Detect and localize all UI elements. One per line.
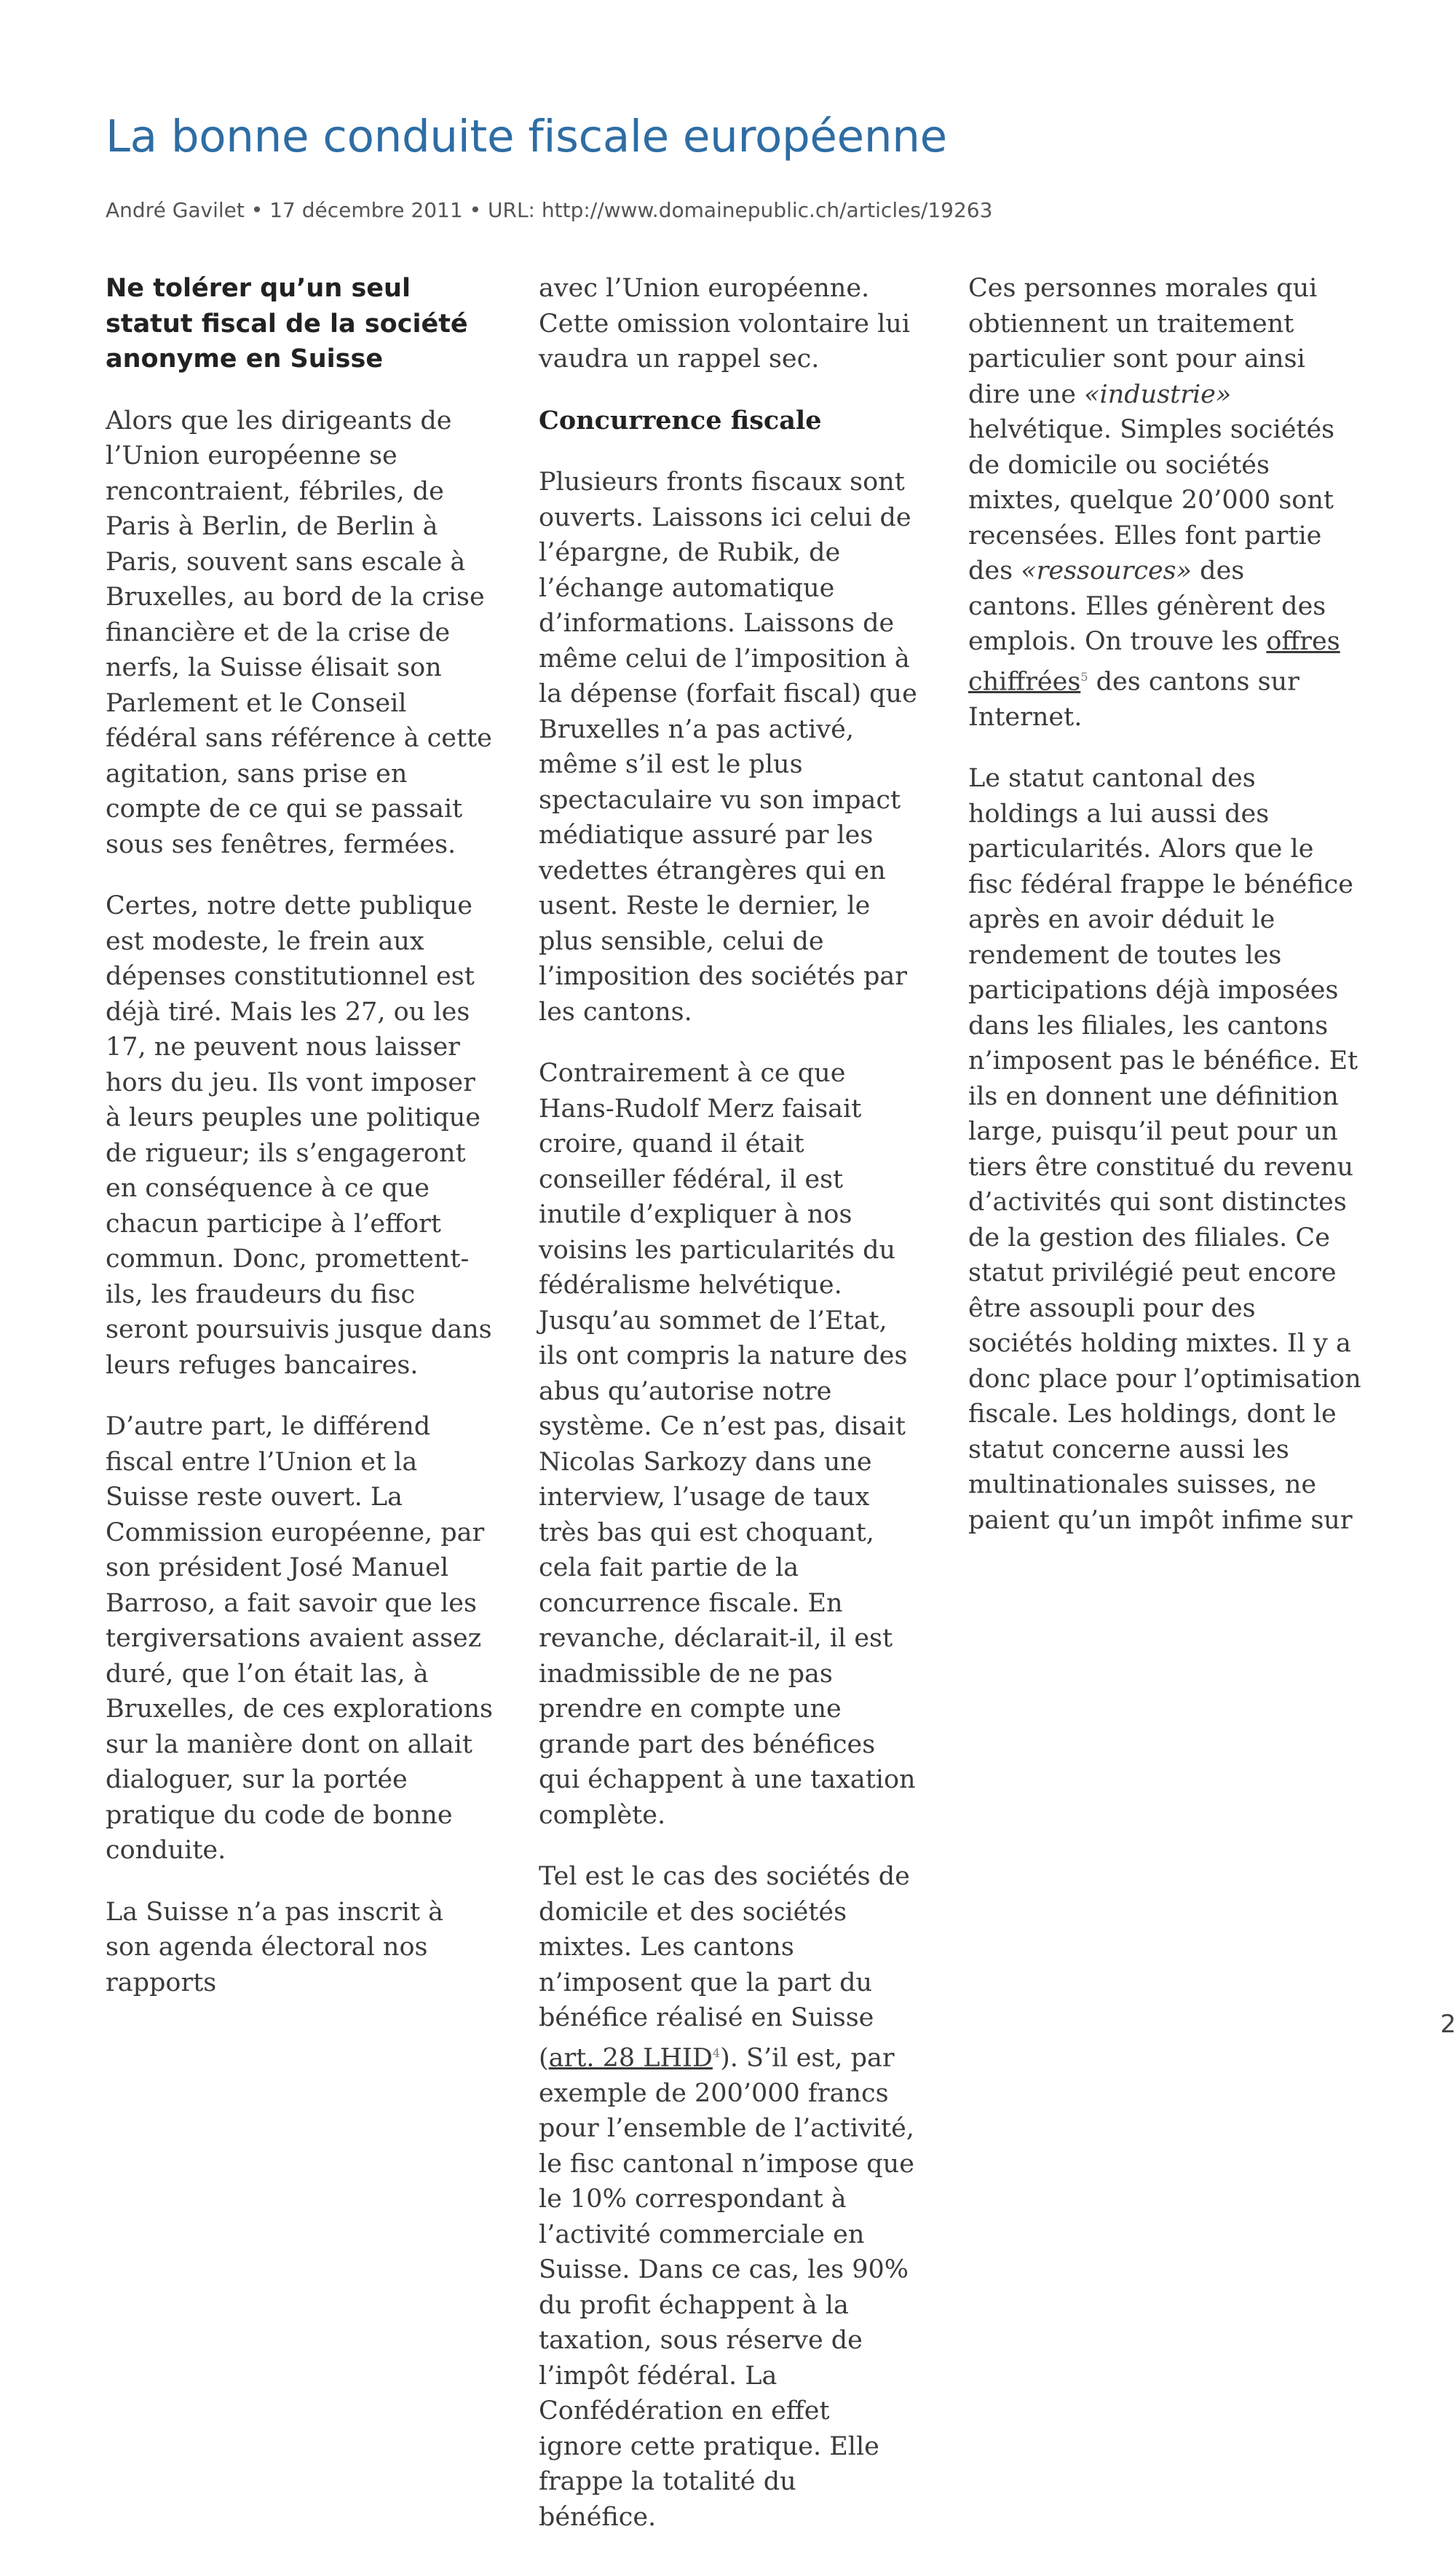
column-2 [539,271,921,2561]
paragraph-7-text: Tel est le cas des sociétés de domicile et des sociétés mixtes. Les cantons n’imposent que la part du bénéfice réalisé en Suisse ( [539,1862,910,2073]
paragraph-8-text: helvétique. Simples sociétés de domicile ou sociétés mixtes, quelque 20’000 sont recensées. Elles font partie des [968,415,1335,585]
emphasis-ressources: «ressources» [1021,556,1192,585]
column-1 [106,271,495,2027]
offres-chiffrees-link[interactable]: offres chiffrées [968,627,1340,697]
article-meta: André Gavilet • 17 décembre 2011 • URL: http://www.domainepublic.ch/articles/19263 [106,198,993,222]
paragraph-7-text-end: ). S’il est, par exemple de 200’000 francs pour l’ensemble de l’activité, le fisc cantonal n’impose que le 10% correspondant à l’activité commerciale en Suisse. Dans ce cas, les 90% du profit échappent à la taxation, sous réserve de l’impôt fédéral. La Confédération en effet ignore cette pratique. Elle frappe la totalité du bénéfice. [539,2043,914,2532]
paragraph-4: La Suisse n’a pas inscrit à son agenda électoral nos rapports [106,1897,444,1997]
section-heading: Concurrence fiscale [539,405,822,435]
paragraph-5: Plusieurs fronts fiscaux sont ouverts. Laissons ici celui de l’épargne, de Rubik, de l’échange automatique d’informations. Laissons de même celui de l’imposition à la dépense (forfait fiscal) que Bruxelles n’a pas activé, même s’il est le plus spectaculaire vu son impact médiatique assuré par les vedettes étrangères qui en usent. Reste le dernier, le plus sensible, celui de l’imposition des sociétés par les cantons. [539,467,917,1027]
lead-heading: Ne tolérer qu’un seul statut fiscal de la société anonyme en Suisse [106,274,468,374]
paragraph-9: Le statut cantonal des holdings a lui aussi des particularités. Alors que le fisc fédéral frappe le bénéfice après en avoir déduit le rendement de toutes les participations déjà imposées dans les filiales, les cantons n’imposent pas le bénéfice. Et ils en donnent une définition large, puisqu’il peut pour un tiers être constitué du revenu d’activités qui sont distinctes de la gestion des filiales. Ce statut privilégié peut encore être assoupli pour des sociétés holding mixtes. Il y a donc place pour l’optimisation fiscale. Les holdings, dont le statut concerne aussi les multinationales suisses, ne paient qu’un impôt infime sur [968,764,1361,1535]
column-3 [968,271,1361,1564]
paragraph-8-text: des cantons. Elles génèrent des emplois. On trouve les [968,556,1326,656]
paragraph-6: Contrairement à ce que Hans-Rudolf Merz faisait croire, quand il était conseiller fédéral, il est inutile d’expliquer à nos voisins les particularités du fédéralisme helvétique. Jusqu’au sommet de l’Etat, ils ont compris la nature des abus qu’autorise notre système. Ce n’est pas, disait Nicolas Sarkozy dans une interview, l’usage de taux très bas qui est choquant, cela fait partie de la concurrence fiscale. En revanche, déclarait-il, il est inadmissible de ne pas prendre en compte une grande part des bénéfices qui échappent à une taxation complète. [539,1059,916,1830]
paragraph-7 [539,1859,921,2535]
paragraph-8-text: des cantons sur Internet. [968,667,1299,732]
paragraph-8-text: Ces personnes morales qui obtiennent un traitement particulier sont pour ainsi dire une [968,274,1318,409]
article-title: La bonne conduite fiscale européenne [106,111,947,162]
paragraph-1: Alors que les dirigeants de l’Union européenne se rencontraient, fébriles, de Paris à Berlin, de Berlin à Paris, souvent sans escale à Bruxelles, au bord de la crise financière et de la crise de nerfs, la Suisse élisait son Parlement et le Conseil fédéral sans référence à cette agitation, sans prise en compte de ce qui se passait sous ses fenêtres, fermées. [106,406,492,859]
art-28-lhid-link[interactable]: art. 28 LHID [548,2043,713,2073]
footnote-marker: 5 [1080,669,1088,684]
page-number: 2 [1440,2010,1456,2039]
emphasis-industrie: «industrie» [1084,379,1232,409]
paragraph-8 [968,271,1361,735]
paragraph-4-continued: avec l’Union européenne. Cette omission volontaire lui vaudra un rappel sec. [539,274,911,374]
paragraph-2: Certes, notre dette publique est modeste, le frein aux dépenses constitutionnel est déjà tiré. Mais les 27, ou les 17, ne peuvent nous laisser hors du jeu. Ils vont imposer à leurs peuples une politique de rigueur; ils s’engageront en conséquence à ce que chacun participe à l’effort commun. Donc, promettent-ils, les fraudeurs du fisc seront poursuivis jusque dans leurs refuges bancaires. [106,891,492,1380]
paragraph-3: D’autre part, le différend fiscal entre l’Union et la Suisse reste ouvert. La Commission européenne, par son président José Manuel Barroso, a fait savoir que les tergiversations avaient assez duré, que l’on était las, à Bruxelles, de ces explorations sur la manière dont on allait dialoguer, sur la portée pratique du code de bonne conduite. [106,1412,493,1865]
footnote-marker: 4 [712,2045,721,2060]
